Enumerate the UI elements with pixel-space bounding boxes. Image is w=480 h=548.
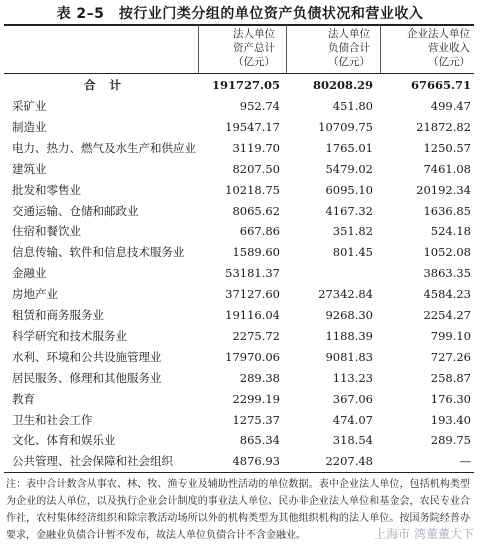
table-row bbox=[4, 242, 474, 262]
table-row bbox=[4, 326, 474, 346]
revenue-cell: 7461.08 bbox=[423, 161, 471, 176]
liabilities-cell: 10709.75 bbox=[318, 119, 373, 134]
assets-cell: 37127.60 bbox=[225, 287, 280, 302]
header-line: （亿元） bbox=[233, 56, 275, 68]
industry-name: 采矿业 bbox=[12, 99, 47, 113]
assets-cell: 8207.50 bbox=[232, 161, 280, 176]
table-row bbox=[4, 117, 474, 137]
revenue-cell: 727.26 bbox=[430, 349, 471, 364]
table-row bbox=[4, 451, 474, 471]
header-line: 资产总计 bbox=[233, 42, 275, 54]
industry-name: 公共管理、社会保障和社会组织 bbox=[12, 454, 173, 469]
header-line: 法人单位 bbox=[328, 28, 370, 40]
assets-cell: 667.86 bbox=[239, 224, 280, 239]
table-row bbox=[4, 263, 474, 283]
industry-name: 卫生和社会工作 bbox=[12, 412, 93, 427]
table-row bbox=[4, 201, 474, 221]
table-title: 表 2–5 按行业门类分组的单位资产负债状况和营业收入 bbox=[56, 6, 424, 22]
revenue-cell: 193.40 bbox=[430, 412, 471, 427]
liabilities-cell: 113.23 bbox=[332, 370, 373, 385]
industry-name: 金融业 bbox=[12, 266, 47, 281]
total-revenue: 67665.71 bbox=[410, 78, 471, 92]
header-line: 营业收入 bbox=[428, 42, 470, 54]
assets-cell: 2299.19 bbox=[232, 391, 280, 406]
industry-name: 科学研究和技术服务业 bbox=[12, 328, 127, 343]
table-row bbox=[4, 138, 474, 158]
liabilities-cell: 2207.48 bbox=[325, 454, 373, 469]
assets-cell: 19547.17 bbox=[225, 119, 280, 134]
assets-cell: 4876.93 bbox=[232, 454, 280, 469]
revenue-cell: 1052.08 bbox=[423, 245, 471, 260]
liabilities-cell: 801.45 bbox=[332, 245, 373, 260]
revenue-cell: 1250.57 bbox=[423, 140, 471, 155]
column-divider bbox=[380, 25, 381, 73]
header-revenue bbox=[382, 27, 470, 73]
header-liabilities bbox=[288, 27, 370, 73]
revenue-cell: 20192.34 bbox=[416, 182, 471, 197]
assets-cell: 1275.37 bbox=[232, 412, 280, 427]
table-row bbox=[4, 180, 474, 200]
header-rule bbox=[4, 73, 474, 74]
industry-name: 居民服务、修理和其他服务业 bbox=[12, 370, 162, 385]
assets-cell: 2275.72 bbox=[232, 328, 280, 343]
liabilities-cell: 1188.39 bbox=[325, 328, 373, 343]
liabilities-cell: 9081.83 bbox=[325, 349, 373, 364]
revenue-cell: 4584.23 bbox=[423, 287, 471, 302]
industry-name: 租赁和商务服务业 bbox=[12, 308, 104, 322]
liabilities-cell: 4167.32 bbox=[325, 203, 373, 218]
bottom-rule bbox=[4, 472, 474, 473]
header-line: 法人单位 bbox=[233, 28, 275, 40]
revenue-cell: 799.10 bbox=[430, 328, 471, 343]
table-row bbox=[4, 347, 474, 367]
liabilities-cell: 1765.01 bbox=[325, 140, 373, 155]
revenue-cell: 21872.82 bbox=[416, 119, 471, 134]
liabilities-cell: 367.06 bbox=[332, 391, 373, 406]
total-label: 合计 bbox=[84, 78, 135, 92]
header-assets bbox=[200, 27, 275, 73]
total-liabilities: 80208.29 bbox=[312, 78, 373, 92]
liabilities-cell: 9268.30 bbox=[325, 308, 373, 322]
table-row bbox=[4, 430, 474, 450]
industry-name: 水利、环境和公共设施管理业 bbox=[12, 349, 162, 364]
revenue-cell: — bbox=[459, 454, 471, 469]
industry-name: 建筑业 bbox=[12, 161, 47, 176]
header-line: 负债合计 bbox=[328, 42, 370, 54]
revenue-cell: 499.47 bbox=[430, 99, 471, 113]
assets-cell: 865.34 bbox=[239, 433, 280, 448]
table-row bbox=[4, 96, 474, 116]
assets-cell: 8065.62 bbox=[232, 203, 280, 218]
table-row bbox=[4, 159, 474, 179]
table-row bbox=[4, 410, 474, 430]
liabilities-cell: 474.07 bbox=[332, 412, 373, 427]
industry-name: 文化、体育和娱乐业 bbox=[12, 433, 116, 448]
assets-cell: 3119.70 bbox=[232, 140, 280, 155]
liabilities-cell: 6095.10 bbox=[325, 182, 373, 197]
header-line: （亿元） bbox=[328, 56, 370, 68]
revenue-cell: 176.30 bbox=[430, 391, 471, 406]
revenue-cell: 258.87 bbox=[430, 370, 471, 385]
header-line: 企业法人单位 bbox=[407, 28, 470, 40]
industry-name: 住宿和餐饮业 bbox=[12, 224, 81, 239]
liabilities-cell: 318.54 bbox=[332, 433, 373, 448]
assets-cell: 19116.04 bbox=[225, 308, 280, 322]
total-assets: 191727.05 bbox=[211, 78, 280, 92]
table-row bbox=[4, 305, 474, 325]
industry-name: 交通运输、仓储和邮政业 bbox=[12, 203, 139, 218]
assets-cell: 17970.06 bbox=[225, 349, 280, 364]
assets-cell: 53181.37 bbox=[225, 266, 280, 281]
column-divider bbox=[286, 25, 287, 73]
industry-name: 信息传输、软件和信息技术服务业 bbox=[12, 245, 185, 260]
industry-name: 房地产业 bbox=[12, 287, 58, 302]
footnote: 注：表中合计数含从事农、林、牧、渔专业及辅助性活动的单位数据。表中企业法人单位，包括机构类型为企业的法人单位，以及执行企业会计制度的事业法人单位、民办非企业法人单位和基金会，农民专业合作社，农村集体经济组织和除宗教活动场所以外的机构类型为其他组织机构的法人单位。按国务院经普办要求，金融业负债合计暂不发布，故法人单位负债合计不含金融业。 bbox=[6, 479, 470, 541]
assets-cell: 952.74 bbox=[239, 99, 280, 113]
total-row bbox=[4, 75, 474, 95]
revenue-cell: 524.18 bbox=[430, 224, 471, 239]
liabilities-cell: 5479.02 bbox=[325, 161, 373, 176]
assets-cell: 10218.75 bbox=[225, 182, 280, 197]
table-row bbox=[4, 368, 474, 388]
industry-name: 教育 bbox=[12, 391, 35, 406]
revenue-cell: 3863.35 bbox=[423, 266, 471, 281]
assets-cell: 1589.60 bbox=[232, 245, 280, 260]
liabilities-cell: 451.80 bbox=[332, 99, 373, 113]
table-row bbox=[4, 221, 474, 241]
revenue-cell: 289.75 bbox=[430, 433, 471, 448]
assets-cell: 289.38 bbox=[239, 370, 280, 385]
column-divider bbox=[198, 25, 199, 73]
industry-name: 批发和零售业 bbox=[12, 182, 81, 197]
liabilities-cell: 351.82 bbox=[332, 224, 373, 239]
revenue-cell: 1636.85 bbox=[423, 203, 471, 218]
industry-name: 制造业 bbox=[12, 119, 47, 134]
header-line: （亿元） bbox=[428, 56, 470, 68]
watermark: 上海市 湾董董大下 bbox=[374, 527, 474, 541]
table-row bbox=[4, 284, 474, 304]
top-rule bbox=[4, 24, 474, 26]
table-row bbox=[4, 389, 474, 409]
industry-name: 电力、热力、燃气及水生产和供应业 bbox=[12, 140, 196, 155]
revenue-cell: 2254.27 bbox=[423, 308, 471, 322]
liabilities-cell: 27342.84 bbox=[318, 287, 373, 302]
